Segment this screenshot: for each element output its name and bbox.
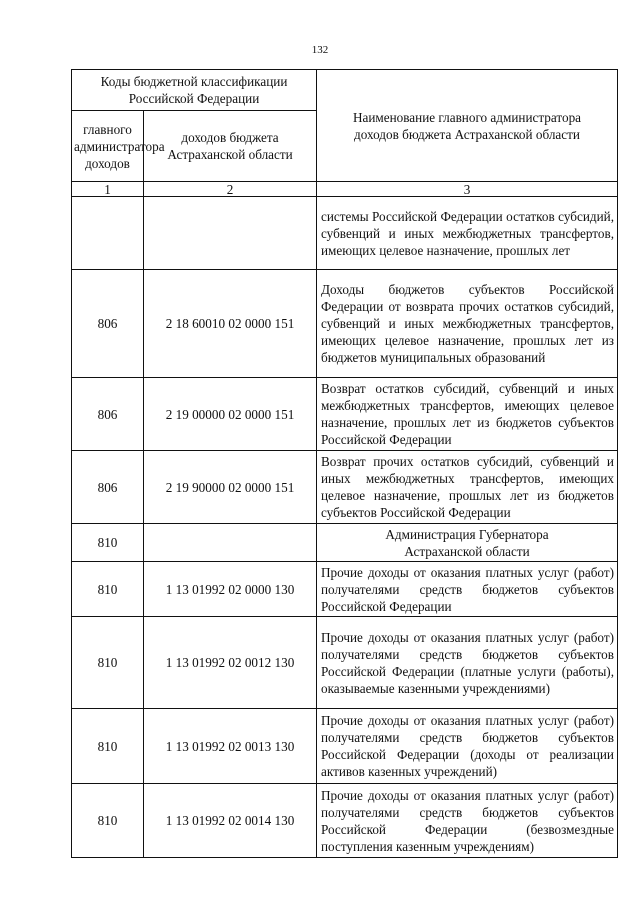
admin-code-cell: 810 <box>72 562 144 617</box>
description-cell: Доходы бюджетов субъектов Российской Федерации от возврата прочих остатков субсидий, субвенций и иных межбюджетных трансфертов, имеющих целевое назначение, прошлых лет из бюджетов муниципальных образований <box>317 270 618 378</box>
description-cell: Прочие доходы от оказания платных услуг (работ) получателями средств бюджетов субъектов Российской Федерации (доходы от реализации активов казенных учреждений) <box>317 709 618 784</box>
header-row-top <box>72 70 618 111</box>
header-income-code: доходов бюджета Астраханской области <box>144 111 317 182</box>
table-row <box>72 784 618 858</box>
page-number: 132 <box>311 44 329 56</box>
description-cell: Прочие доходы от оказания платных услуг (работ) получателями средств бюджетов субъектов Российской Федерации <box>317 562 618 617</box>
description-cell: Возврат прочих остатков субсидий, субвенций и иных межбюджетных трансфертов, имеющих целевое назначение, прошлых лет из бюджетов субъектов Российской Федерации <box>317 451 618 524</box>
income-code-cell: 1 13 01992 02 0013 130 <box>144 709 317 784</box>
table-row <box>72 617 618 709</box>
table-row-administrator <box>72 524 618 562</box>
table-row <box>72 709 618 784</box>
income-code-cell: 1 13 01992 02 0000 130 <box>144 562 317 617</box>
admin-code-cell: 810 <box>72 709 144 784</box>
admin-code-cell <box>72 197 144 270</box>
income-code-cell: 1 13 01992 02 0012 130 <box>144 617 317 709</box>
income-code-cell: 2 19 00000 02 0000 151 <box>144 378 317 451</box>
description-cell: Прочие доходы от оказания платных услуг (работ) получателями средств бюджетов субъектов Российской Федерации (платные услуги (работы), оказываемые казенными учреждениями) <box>317 617 618 709</box>
table-row <box>72 562 618 617</box>
table-row <box>72 270 618 378</box>
income-code-cell <box>144 524 317 562</box>
header-row-numbers <box>72 182 618 197</box>
admin-code-cell: 810 <box>72 784 144 858</box>
description-cell: системы Российской Федерации остатков субсидий, субвенций и иных межбюджетных трансфертов, имеющих целевое назначение, прошлых лет <box>317 197 618 270</box>
admin-code-cell: 806 <box>72 451 144 524</box>
admin-code-cell: 806 <box>72 378 144 451</box>
administrator-name-cell: Администрация Губернатора Астраханской области <box>317 524 618 562</box>
income-code-cell: 2 18 60010 02 0000 151 <box>144 270 317 378</box>
table-row <box>72 378 618 451</box>
admin-code-cell: 810 <box>72 617 144 709</box>
description-cell: Прочие доходы от оказания платных услуг (работ) получателями средств бюджетов субъектов Российской Федерации (безвозмездные поступления казенным учреждениям) <box>317 784 618 858</box>
income-code-cell: 2 19 90000 02 0000 151 <box>144 451 317 524</box>
income-code-cell: 1 13 01992 02 0014 130 <box>144 784 317 858</box>
table-row <box>72 451 618 524</box>
header-admin-code: главного администратора доходов <box>72 111 144 182</box>
budget-classification-table <box>71 69 618 858</box>
income-code-cell <box>144 197 317 270</box>
description-cell: Возврат остатков субсидий, субвенций и иных межбюджетных трансфертов, имеющих целевое назначение, прошлых лет из бюджетов субъектов Российской Федерации <box>317 378 618 451</box>
column-number-1: 1 <box>72 182 144 197</box>
header-admin-name: Наименование главного администратора доходов бюджета Астраханской области <box>317 70 618 182</box>
header-codes-group: Коды бюджетной классификации Российской Федерации <box>72 70 317 111</box>
admin-code-cell: 810 <box>72 524 144 562</box>
column-number-3: 3 <box>317 182 618 197</box>
table-row <box>72 197 618 270</box>
admin-code-cell: 806 <box>72 270 144 378</box>
column-number-2: 2 <box>144 182 317 197</box>
